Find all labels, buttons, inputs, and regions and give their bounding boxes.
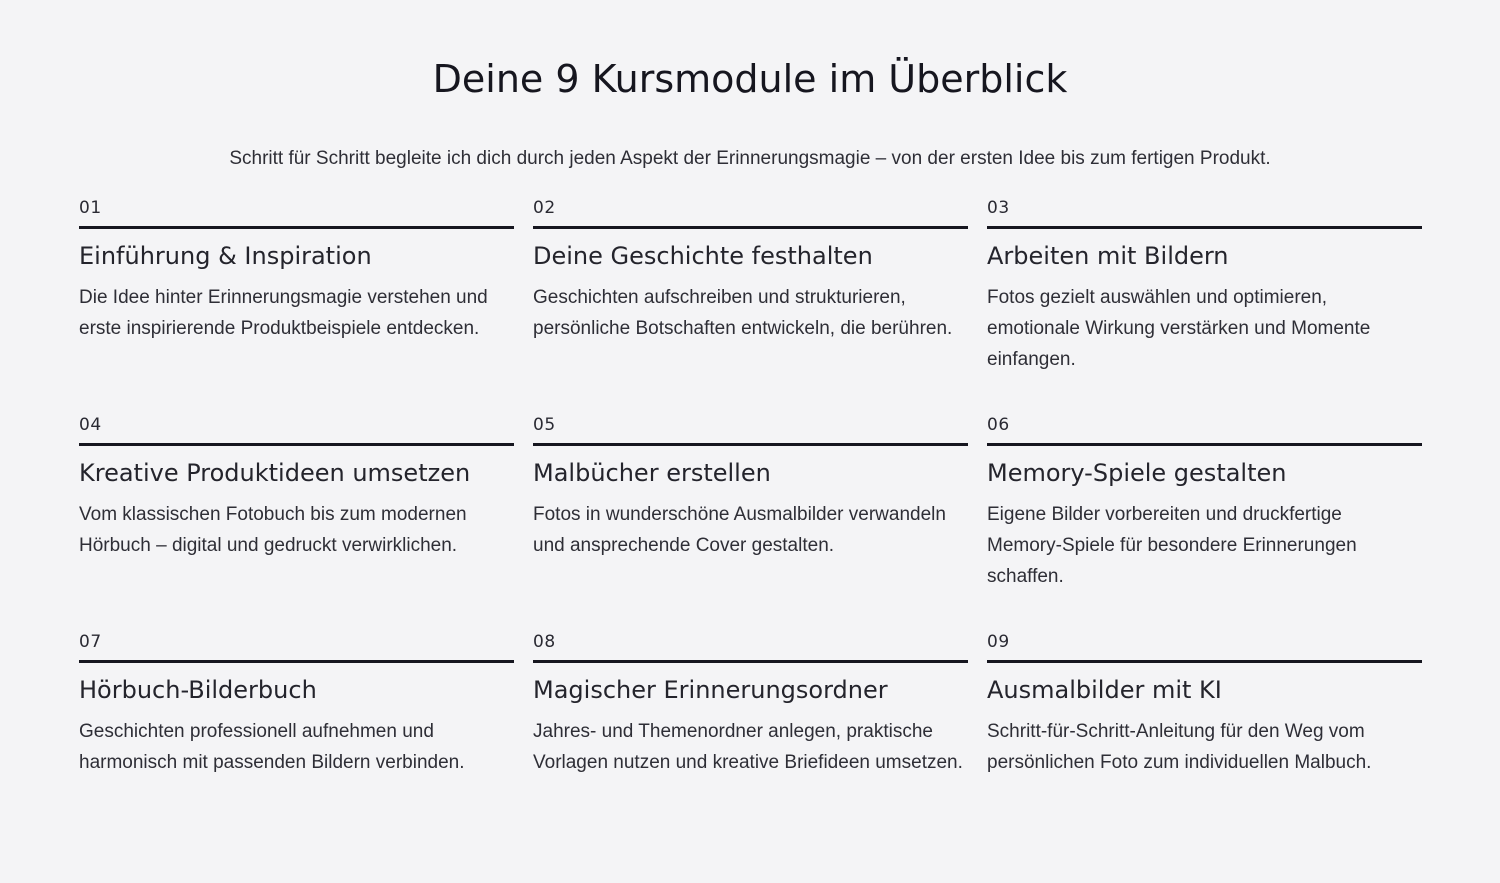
module-card (79, 196, 514, 413)
module-title: Einführung & Inspiration (79, 242, 372, 270)
module-title: Arbeiten mit Bildern (987, 242, 1229, 270)
module-number: 07 (79, 632, 102, 652)
module-number: 02 (533, 198, 556, 218)
module-divider (79, 226, 514, 229)
module-description: Fotos gezielt auswählen und optimieren, emotionale Wirkung verstärken und Momente einfangen. (987, 287, 1371, 370)
module-divider (987, 443, 1422, 446)
module-number: 09 (987, 632, 1010, 652)
module-card (79, 413, 514, 630)
module-description: Eigene Bilder vorbereiten und druckfertige Memory-Spiele für besondere Erinnerungen schaffen. (987, 504, 1357, 587)
module-description: Geschichten aufschreiben und strukturieren, persönliche Botschaften entwickeln, die berühren. (533, 287, 953, 339)
module-description: Vom klassischen Fotobuch bis zum modernen Hörbuch – digital und gedruckt verwirklichen. (79, 504, 467, 556)
section-subtitle: Schritt für Schritt begleite ich dich durch jeden Aspekt der Erinnerungsmagie – von der ersten Idee bis zum fertigen Produkt. (229, 148, 1271, 169)
module-card (79, 630, 514, 847)
module-title: Hörbuch-Bilderbuch (79, 676, 317, 704)
module-card (987, 413, 1422, 630)
module-card (533, 630, 968, 847)
module-card (533, 413, 968, 630)
module-card (987, 196, 1422, 413)
module-number: 04 (79, 415, 102, 435)
modules-grid (79, 196, 1422, 847)
module-title: Malbücher erstellen (533, 459, 771, 487)
module-title: Memory-Spiele gestalten (987, 459, 1287, 487)
module-number: 03 (987, 198, 1010, 218)
module-number: 06 (987, 415, 1010, 435)
module-divider (987, 660, 1422, 663)
module-divider (79, 660, 514, 663)
module-description: Fotos in wunderschöne Ausmalbilder verwandeln und ansprechende Cover gestalten. (533, 504, 946, 556)
module-description: Geschichten professionell aufnehmen und harmonisch mit passenden Bildern verbinden. (79, 721, 465, 773)
module-description: Jahres- und Themenordner anlegen, praktische Vorlagen nutzen und kreative Briefideen umsetzen. (533, 721, 963, 773)
module-divider (987, 226, 1422, 229)
module-title: Deine Geschichte festhalten (533, 242, 873, 270)
module-description: Die Idee hinter Erinnerungsmagie verstehen und erste inspirierende Produktbeispiele entdecken. (79, 287, 488, 339)
module-title: Ausmalbilder mit KI (987, 676, 1222, 704)
module-divider (533, 226, 968, 229)
module-card (987, 630, 1422, 847)
module-title: Magischer Erinnerungsordner (533, 676, 888, 704)
module-divider (79, 443, 514, 446)
section-title: Deine 9 Kursmodule im Überblick (432, 57, 1068, 101)
module-card (533, 196, 968, 413)
module-divider (533, 443, 968, 446)
module-number: 05 (533, 415, 556, 435)
module-number: 08 (533, 632, 556, 652)
module-number: 01 (79, 198, 102, 218)
module-description: Schritt-für-Schritt-Anleitung für den Weg vom persönlichen Foto zum individuellen Malbuch. (987, 721, 1372, 773)
module-divider (533, 660, 968, 663)
module-title: Kreative Produktideen umsetzen (79, 459, 471, 487)
